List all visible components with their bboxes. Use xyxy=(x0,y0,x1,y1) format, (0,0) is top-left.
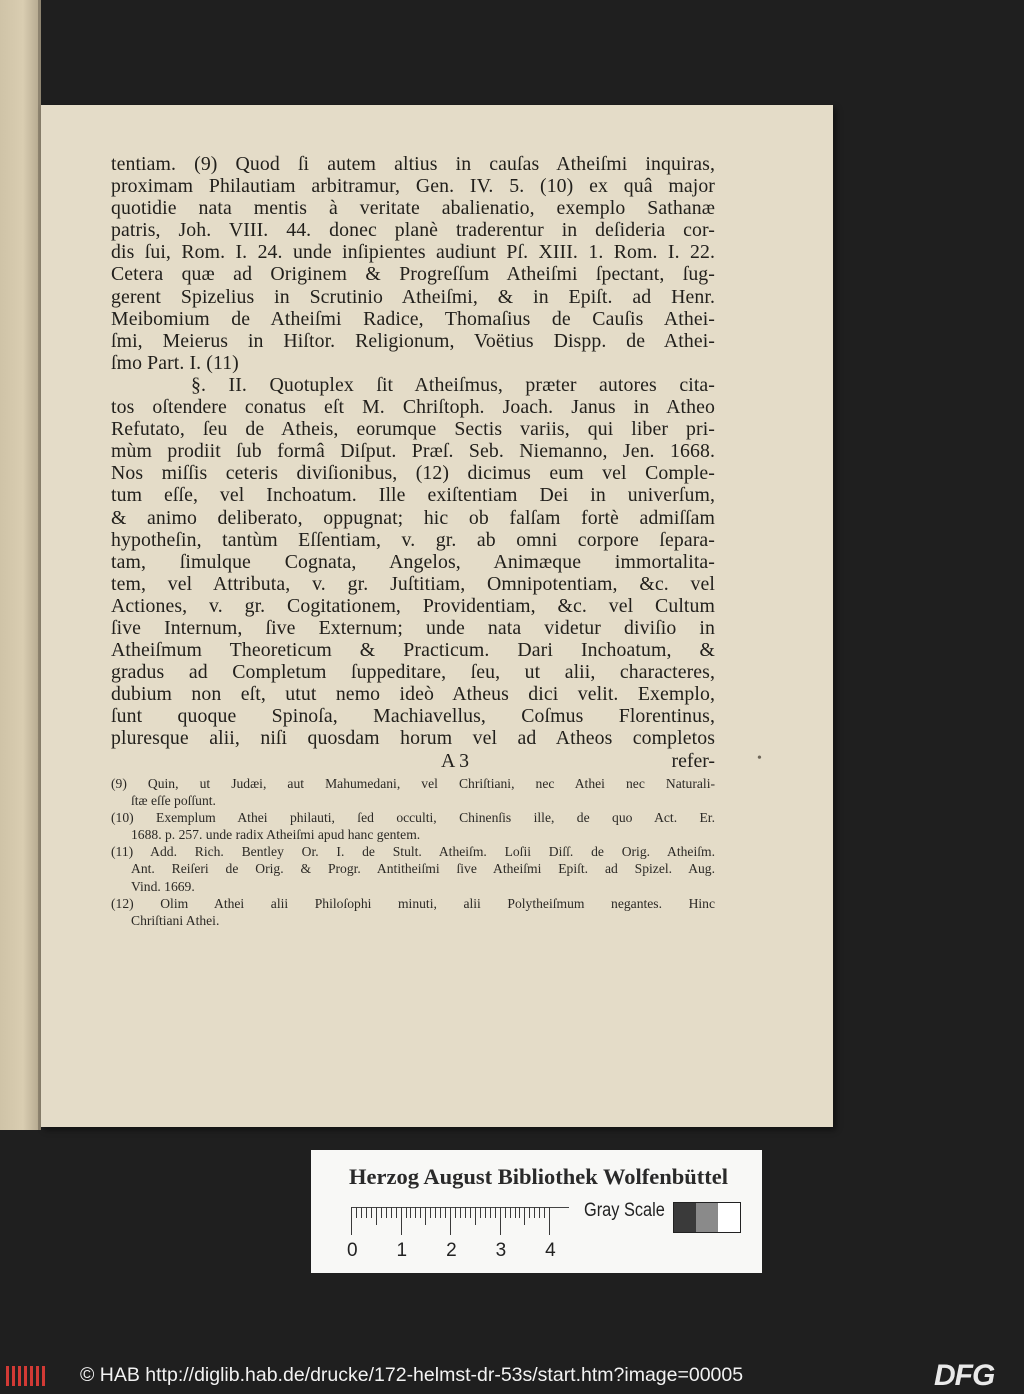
ruler-tick xyxy=(500,1207,501,1235)
ruler-tick xyxy=(460,1207,461,1218)
text-line: Actiones, v. gr. Cogitationem, Providentiam, &c. vel Cultum xyxy=(111,594,715,617)
text-line: patris, Joh. VIII. 44. donec planè traderentur in deſideria cor- xyxy=(111,219,715,242)
text-line: tum eſſe, vel Inchoatum. Ille exiſtentiam Dei in univerſum, xyxy=(111,484,715,507)
footnote-line: (10) Exemplum Athei philauti, ſed occulti, Chinenſis ille, de quo Act. Er. xyxy=(111,809,715,825)
book-page xyxy=(41,105,833,1127)
ruler-tick xyxy=(445,1207,446,1218)
ruler-number: 4 xyxy=(545,1240,556,1261)
ruler-number: 2 xyxy=(446,1240,457,1261)
text-line: ſive Internum, ſive Externum; unde nata videtur diviſio in xyxy=(111,616,715,639)
footnote-line: (12) Olim Athei alii Philoſophi minuti, alii Polytheiſmum negantes. Hinc xyxy=(111,895,715,911)
text-line: dubium non eſt, utut nemo ideò Atheus dici velit. Exemplo, xyxy=(111,683,715,706)
text-line: & animo deliberato, oppugnat; hic ob falſam fortè admiſſam xyxy=(111,506,715,529)
ruler-tick xyxy=(534,1207,535,1218)
ruler-tick xyxy=(420,1207,421,1218)
copyright-url[interactable]: © HAB http://diglib.hab.de/drucke/172-helmst-dr-53s/start.htm?image=00005 xyxy=(80,1364,744,1386)
text-line: Refutato, ſeu de Atheis, eorumque Sectis variis, qui liber pri- xyxy=(111,418,715,441)
gray-swatch xyxy=(718,1203,740,1232)
margin-mark: • xyxy=(757,751,762,766)
ruler-tick xyxy=(515,1207,516,1218)
text-line: tentiam. (9) Quod ſi autem altius in cauſas Atheiſmi inquiras, xyxy=(111,153,715,175)
text-line: hypotheſin, tantùm Eſſentiam, v. gr. ab omni corpore ſepara- xyxy=(111,528,715,551)
ruler-tick xyxy=(495,1207,496,1218)
ruler-tick xyxy=(544,1207,545,1218)
text-line: tam, ſimulque Cognata, Angelos, Animæque immortalita- xyxy=(111,550,715,573)
ruler-tick xyxy=(505,1207,506,1218)
text-line: Cetera quæ ad Originem & Progreſſum Atheiſmi ſpectant, ſug- xyxy=(111,263,715,286)
text-line: Nos miſſis ceteris diviſionibus, (12) dicimus eum vel Comple- xyxy=(111,462,715,485)
scale-ruler xyxy=(351,1207,569,1237)
ruler-tick xyxy=(430,1207,431,1218)
text-line: mùm prodiit ſub formâ Diſput. Præſ. Seb. Niemanno, Jen. 1668. xyxy=(111,440,715,463)
ruler-tick xyxy=(425,1207,426,1225)
ruler-tick xyxy=(376,1207,377,1225)
gray-scale-swatches xyxy=(673,1202,741,1233)
ruler-tick xyxy=(440,1207,441,1218)
library-name: Herzog August Bibliothek Wolfenbüttel xyxy=(349,1164,728,1189)
text-line: dis ſui, Rom. I. 24. unde inſipientes audiunt Pſ. XIII. 1. Rom. I. 22. xyxy=(111,241,715,264)
gray-scale-label: Gray Scale xyxy=(584,1200,665,1221)
footnote-line: Chriſtiani Athei. xyxy=(131,913,220,929)
text-line: gradus ad Completum ſuppeditare, ſeu, ut alii, characteres, xyxy=(111,661,715,684)
ruler-tick xyxy=(529,1207,530,1218)
footnote-line: Ant. Reiſeri de Orig. & Progr. Antitheiſmi ſive Atheiſmi Epiſt. ad Spizel. Aug. xyxy=(131,861,715,877)
ruler-tick xyxy=(485,1207,486,1218)
text-line: pluresque alii, niſi quosdam horum vel ad Atheos completos xyxy=(111,727,715,750)
footer-bar xyxy=(0,1356,1024,1394)
ruler-tick xyxy=(519,1207,520,1218)
ruler-tick xyxy=(455,1207,456,1218)
ruler-tick xyxy=(396,1207,397,1218)
ruler-tick xyxy=(386,1207,387,1218)
ruler-tick xyxy=(366,1207,367,1218)
catchword: refer- xyxy=(671,749,715,772)
ruler-tick xyxy=(450,1207,451,1235)
footnotes xyxy=(111,775,715,930)
signature-line xyxy=(111,750,715,772)
ruler-tick xyxy=(490,1207,491,1218)
text-line: ſunt quoque Spinoſa, Machiavellus, Coſmus Florentinus, xyxy=(111,705,715,728)
ruler-tick xyxy=(410,1207,411,1218)
text-line: tos oſtendere conatus eſt M. Chriſtoph. Joach. Janus in Atheo xyxy=(111,396,715,419)
dfg-logo: DFG xyxy=(934,1359,995,1392)
ruler-tick xyxy=(524,1207,525,1225)
ruler-tick xyxy=(480,1207,481,1218)
gray-swatch xyxy=(696,1203,718,1232)
ruler-tick xyxy=(406,1207,407,1218)
footnote-line: ſtæ eſſe poſſunt. xyxy=(131,792,216,808)
footnote-line: (9) Quin, ut Judæi, aut Mahumedani, vel Chriſtiani, nec Athei nec Naturali- xyxy=(111,775,715,791)
ruler-tick xyxy=(475,1207,476,1225)
color-target-card xyxy=(311,1150,762,1273)
ruler-tick xyxy=(351,1207,352,1235)
text-line: ſmo Part. I. (11) xyxy=(111,351,239,374)
ruler-tick xyxy=(470,1207,471,1218)
previous-page-edge xyxy=(0,0,38,1130)
ruler-tick xyxy=(391,1207,392,1218)
footnote-line: 1688. p. 257. unde radix Atheiſmi apud hanc gentem. xyxy=(131,827,421,843)
text-line: tem, vel Attributa, v. gr. Juſtitiam, Omnipotentiam, &c. vel xyxy=(111,572,715,595)
ruler-tick xyxy=(381,1207,382,1218)
text-line: quotidie nata mentis à veritate abalienatio, exemplo Sathanæ xyxy=(111,197,715,220)
text-line: proximam Philautiam arbitramur, Gen. IV. 5. (10) ex quâ major xyxy=(111,175,715,198)
ruler-tick xyxy=(361,1207,362,1218)
ruler-tick xyxy=(549,1207,550,1235)
ruler-tick xyxy=(401,1207,402,1235)
main-text xyxy=(111,153,715,750)
footnote-line: (11) Add. Rich. Bentley Or. I. de Stult. Atheiſm. Loſii Diſſ. de Orig. Atheiſm. xyxy=(111,844,715,860)
text-line: ſmi, Meierus in Hiſtor. Religionum, Voëtius Dispp. de Athei- xyxy=(111,329,715,352)
hab-logo-icon xyxy=(6,1366,46,1386)
ruler-tick xyxy=(415,1207,416,1218)
ruler-tick xyxy=(539,1207,540,1218)
gray-swatch xyxy=(674,1203,696,1232)
ruler-number: 3 xyxy=(495,1240,507,1261)
ruler-tick xyxy=(356,1207,357,1218)
ruler-tick xyxy=(371,1207,372,1218)
signature-mark: A 3 xyxy=(441,749,470,772)
ruler-tick xyxy=(435,1207,436,1218)
ruler-number: 1 xyxy=(396,1240,408,1261)
footnote-line: Vind. 1669. xyxy=(131,878,195,894)
ruler-tick xyxy=(510,1207,511,1218)
text-line: gerent Spizelius in Scrutinio Atheiſmi, & in Epiſt. ad Henr. xyxy=(111,285,715,308)
ruler-tick xyxy=(465,1207,466,1218)
ruler-number: 0 xyxy=(347,1240,358,1261)
text-line: Atheiſmum Theoreticum & Practicum. Dari Inchoatum, & xyxy=(111,639,715,662)
page-body xyxy=(111,153,715,929)
text-line: §. II. Quotuplex ſit Atheiſmus, præter autores cita- xyxy=(191,373,715,396)
text-line: Meibomium de Atheiſmi Radice, Thomaſius de Cauſis Athei- xyxy=(111,307,715,330)
